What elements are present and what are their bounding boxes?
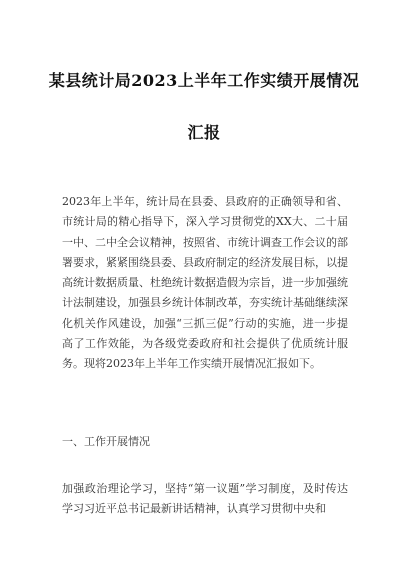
document-title-line2: 汇报 (187, 123, 221, 142)
document-title-line1: 某县统计局2023上半年工作实绩开展情况 (48, 71, 360, 90)
section-paragraph: 加强政治理论学习，坚持“第一议题”学习制度，及时传达学习习近平总书记最新讲话精神，认真学习贯彻中央和 (62, 482, 348, 516)
section-heading: 一、工作开展情况 (62, 435, 150, 448)
intro-paragraph: 2023年上半年，统计局在县委、县政府的正确领导和省、市统计局的精心指导下，深入学习贯彻党的XX大、二十届一中、二中全会议精神，按照省、市统计调查工作会议的部署要求，紧紧围绕县委、县政府制定的经济发展目标，以提高统计数据质量、杜绝统计数据造假为宗旨，进一步加强统计法制建设，加强县乡统计体制改革，夯实统计基础继续深化机关作风建设，加强“三抓三促”行动的实施，进一步提高了工作效能，为各级党委政府和社会提供了优质统计服务。现将2023年上半年工作实绩开展情况汇报如下。 (62, 195, 348, 371)
